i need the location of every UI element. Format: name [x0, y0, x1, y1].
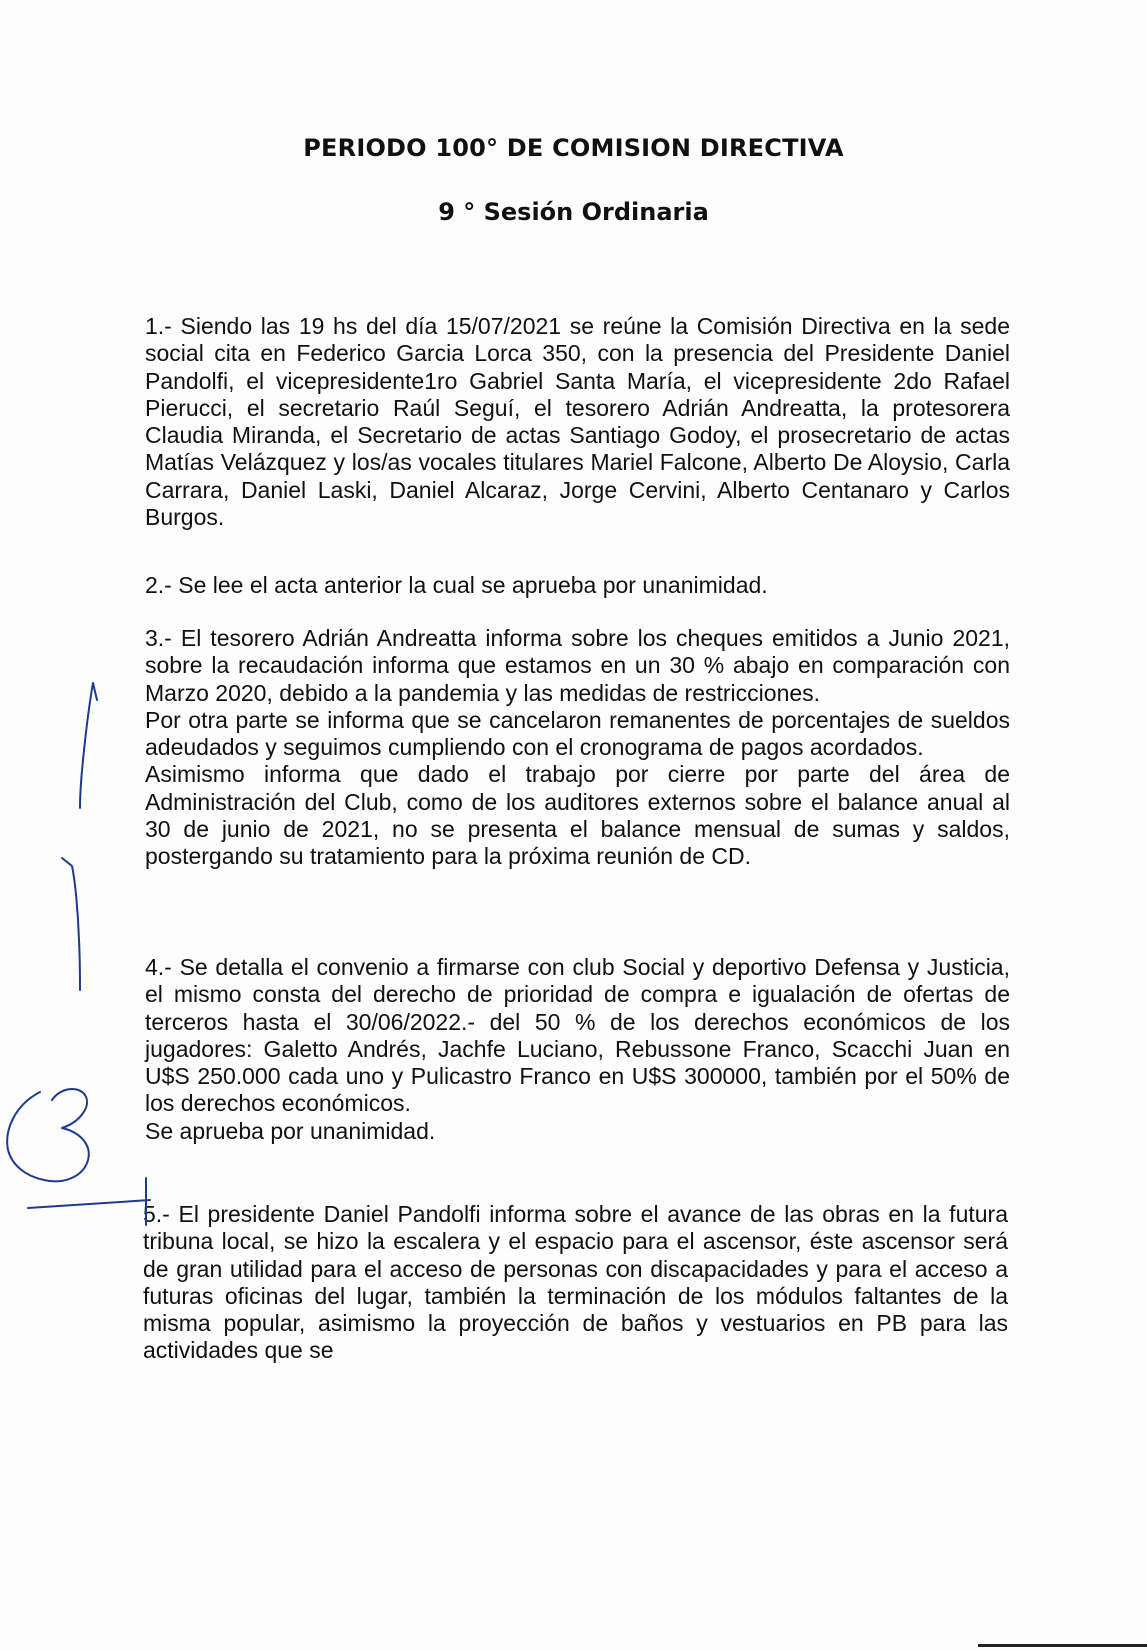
paragraph-5	[143, 1201, 1008, 1365]
paragraph-2-text: 2.- Se lee el acta anterior la cual se aprueba por unanimidad.	[145, 572, 768, 598]
paragraph-3-text-b: Por otra parte se informa que se cancelaron remanentes de porcentajes de sueldos adeudados y seguimos cumpliendo con el cronograma de pagos acordados.	[145, 706, 1010, 761]
paragraph-1-text: 1.- Siendo las 19 hs del día 15/07/2021 se reúne la Comisión Directiva en la sede social cita en Federico Garcia Lorca 350, con la presencia del Presidente Daniel Pandolfi, el vicepresidente1ro Gabriel Santa María, el vicepresidente 2do Rafael Pierucci, el secretario Raúl Seguí, el tesorero Adrián Andreatta, la protesorera Claudia Miranda, el Secretario de actas Santiago Godoy, el prosecretario de actas Matías Velázquez y los/as vocales titulares Mariel Falcone, Alberto De Aloysio, Carla Carrara, Daniel Laski, Daniel Alcaraz, Jorge Cervini, Alberto Centanaro y Carlos Burgos.	[145, 313, 1010, 531]
margin-number-three-mark	[7, 1089, 89, 1181]
paragraph-5-text: 5.- El presidente Daniel Pandolfi informa sobre el avance de las obras en la futura tribuna local, se hizo la escalera y el espacio para el ascensor, éste ascensor será de gran utilidad para el acceso de personas con discapacidades y para el acceso a futuras oficinas del lugar, también la terminación de los módulos faltantes de la misma popular, asimismo la proyección de baños y vestuarios en PB para las actividades que se	[143, 1201, 1008, 1364]
margin-underline-stroke	[28, 1178, 150, 1225]
session-subtitle: 9 ° Sesión Ordinaria	[438, 198, 709, 226]
margin-line-1	[80, 683, 97, 808]
paragraph-4-text-b: Se aprueba por unanimidad.	[145, 1117, 436, 1144]
paragraph-3-text-a: 3.- El tesorero Adrián Andreatta informa sobre los cheques emitidos a Junio 2021, sobre la recaudación informa que estamos en un 30 % abajo en comparación con Marzo 2020, debido a la pandemia y las medidas de restricciones.	[145, 625, 1010, 706]
document-title: PERIODO 100° DE COMISION DIRECTIVA	[303, 134, 844, 162]
paragraph-4-text-a: 4.- Se detalla el convenio a firmarse con club Social y deportivo Defensa y Justicia, el mismo consta del derecho de prioridad de compra e igualación de ofertas de terceros hasta el 30/06/2022.- del 50 % de los derechos económicos de los jugadores: Galetto Andrés, Jachfe Luciano, Rebussone Franco, Scacchi Juan en U$S 250.000 cada uno y Pulicastro Franco en U$S 300000, también por el 50% de los derechos económicos.	[145, 954, 1010, 1117]
margin-line-2	[62, 858, 80, 990]
paragraph-3-text-c: Asimismo informa que dado el trabajo por cierre por parte del área de Administración del Club, como de los auditores externos sobre el balance anual al 30 de junio de 2021, no se presenta el balance mensual de sumas y saldos, postergando su tratamiento para la próxima reunión de CD.	[145, 761, 1010, 870]
page-edge-mark	[978, 1644, 1147, 1647]
paragraph-3	[145, 625, 1010, 871]
paragraph-1	[145, 313, 1010, 531]
paragraph-4	[145, 954, 1010, 1145]
paragraph-2	[145, 572, 1010, 599]
